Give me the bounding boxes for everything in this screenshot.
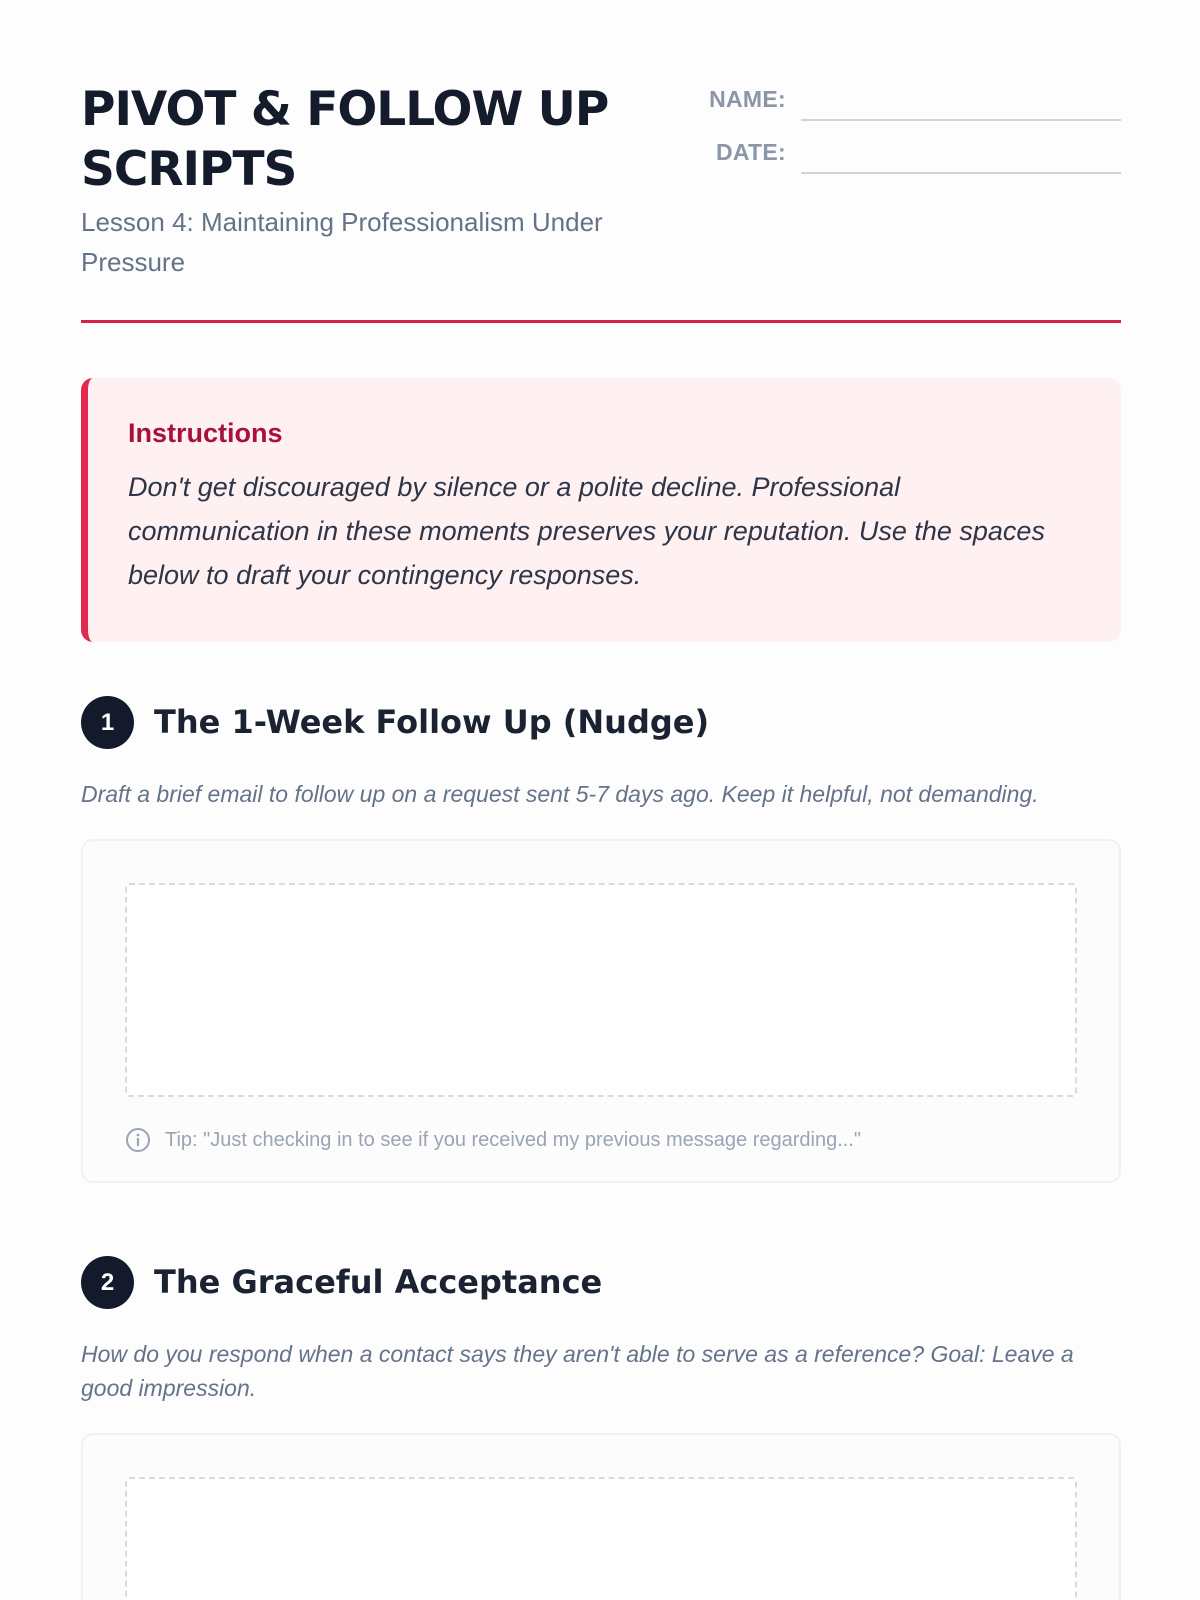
- student-info: [696, 82, 1121, 188]
- name-field[interactable]: [801, 119, 1121, 121]
- tip-text: Tip: "Just checking in to see if you received my previous message regarding...": [165, 1129, 862, 1151]
- info-icon: [125, 1127, 151, 1153]
- section-title: The 1-Week Follow Up (Nudge): [154, 703, 710, 741]
- section-description: Draft a brief email to follow up on a request sent 5-7 days ago. Keep it helpful, not demanding.: [81, 781, 1039, 807]
- header-divider: [81, 320, 1121, 323]
- section-graceful-acceptance: [81, 1256, 1121, 1600]
- name-label: NAME:: [709, 86, 786, 112]
- section-follow-up: [81, 696, 1121, 1183]
- page-title: PIVOT & FOLLOW UP SCRIPTS: [81, 82, 609, 197]
- draft-writing-area[interactable]: [125, 883, 1077, 1097]
- date-row: [696, 135, 1121, 188]
- section-heading: [81, 1256, 1121, 1312]
- section-heading: [81, 696, 1121, 752]
- section-number-badge: 1: [81, 696, 134, 749]
- section-description: How do you respond when a contact says they aren't able to serve as a reference? Goal: Leave a good impression.: [81, 1341, 1074, 1401]
- worksheet-page: [81, 0, 1121, 1401]
- date-field[interactable]: [801, 172, 1121, 174]
- draft-card: [81, 839, 1121, 1183]
- page-subtitle: Lesson 4: Maintaining Professionalism Under Pressure: [81, 207, 603, 277]
- draft-writing-area[interactable]: [125, 1477, 1077, 1600]
- section-title: The Graceful Acceptance: [154, 1263, 603, 1301]
- section-number-badge: 2: [81, 1256, 134, 1309]
- worksheet-header: [81, 0, 1121, 324]
- date-label: DATE:: [715, 139, 786, 165]
- instructions-box: [81, 378, 1121, 642]
- tip-row: [125, 1127, 1077, 1181]
- instructions-body: Don't get discouraged by silence or a polite decline. Professional communication in these moments preserves your reputation. Use the spaces below to draft your contingency responses.: [128, 472, 1045, 590]
- name-row: [696, 82, 1121, 135]
- draft-card: [81, 1433, 1121, 1600]
- instructions-title: Instructions: [128, 418, 283, 448]
